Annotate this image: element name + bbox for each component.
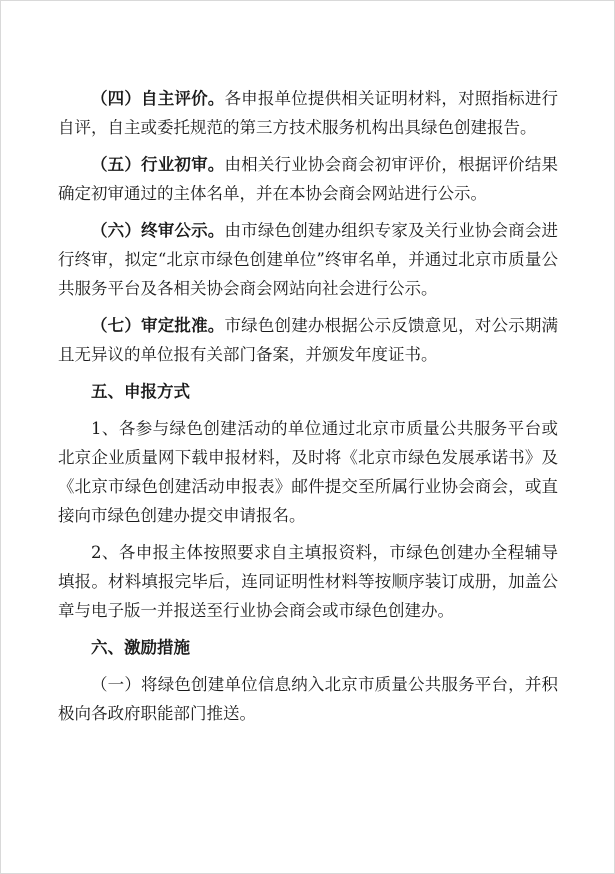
document-body [58, 84, 558, 736]
paragraph-industry-review [58, 150, 558, 208]
paragraph-heading: （六）终审公示。 [91, 221, 225, 240]
paragraph-final-review [58, 216, 558, 303]
paragraph-text: 由市绿色创建办组织专家及关行业协会商会进行终审，拟定“北京市绿色创建单位”终审名单，并通过北京市质量公共服务平台及各相关协会商会网站向社会进行公示。 [58, 221, 559, 298]
paragraph-approval [58, 311, 558, 369]
paragraph-heading: （四）自主评价。 [91, 89, 225, 108]
paragraph-application-1: 1、各参与绿色创建活动的单位通过北京市质量公共服务平台或北京企业质量网下载申报材料，及时将《北京市绿色发展承诺书》及《北京市绿色创建活动申报表》邮件提交至所属行业协会商会，或直接向市绿色创建办提交申请报名。 [58, 419, 558, 525]
paragraph-text: 由相关行业协会商会初审评价，根据评价结果确定初审通过的主体名单，并在本协会商会网站进行公示。 [58, 155, 559, 203]
paragraph-text: 市绿色创建办根据公示反馈意见，对公示期满且无异议的单位报有关部门备案，并颁发年度证书。 [58, 316, 559, 364]
section-heading-incentives: 六、激励措施 [91, 638, 190, 657]
section-heading-application: 五、申报方式 [91, 382, 190, 401]
paragraph-text: 各申报单位提供相关证明材料，对照指标进行自评，自主或委托规范的第三方技术服务机构出具绿色创建报告。 [58, 89, 559, 137]
paragraph-application-2: 2、各申报主体按照要求自主填报资料，市绿色创建办全程辅导填报。材料填报完毕后，连同证明性材料等按顺序装订成册，加盖公章与电子版一并报送至行业协会商会或市绿色创建办。 [58, 543, 558, 620]
paragraph-incentive-1: （一）将绿色创建单位信息纳入北京市质量公共服务平台，并积极向各政府职能部门推送。 [58, 675, 558, 723]
paragraph-self-evaluation [58, 84, 558, 142]
paragraph-heading: （五）行业初审。 [91, 155, 225, 174]
paragraph-heading: （七）审定批准。 [91, 316, 225, 335]
